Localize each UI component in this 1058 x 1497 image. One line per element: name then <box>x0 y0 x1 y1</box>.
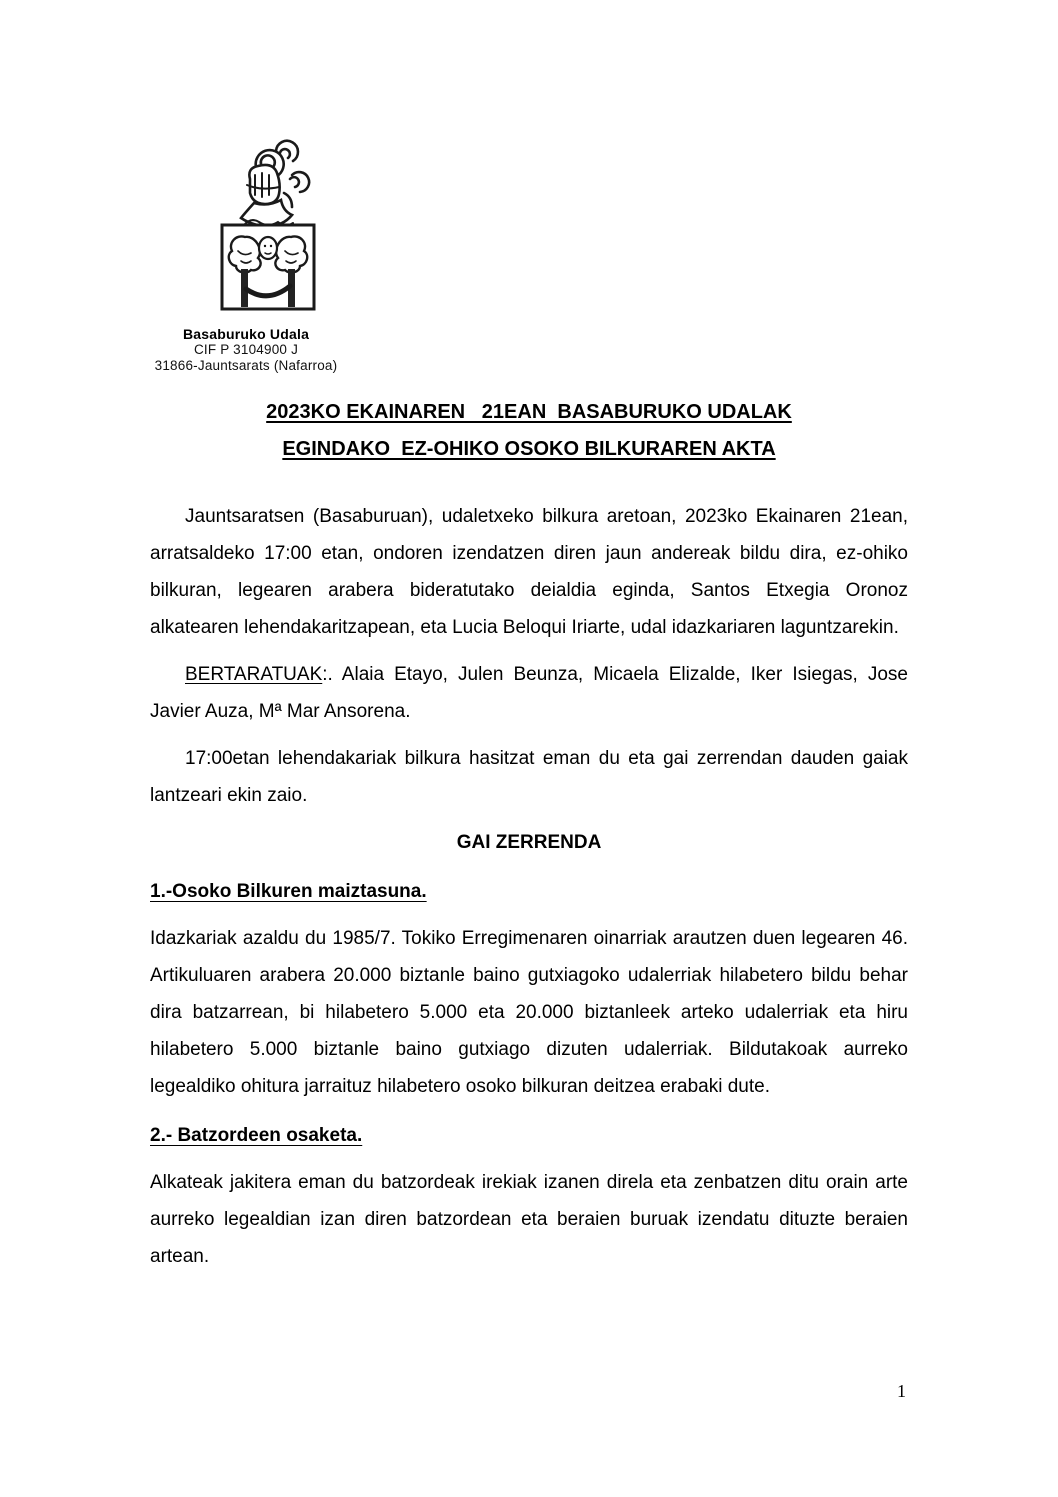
agenda-item-1-body: Idazkariak azaldu du 1985/7. Tokiko Erregimenaren oinarriak arautzen duen legearen 46. Artikuluaren arabera 20.000 biztanle baino gutxiagoko udalerriak hilabetero bildu behar dira batzarrean, bi hilabetero 5.000 eta 20.000 biztanleek arteko udalerriak eta hiru hilabetero 5.000 biztanle baino gutxiago dizuten udalerriak. Bildutakoak aurreko legealdiko ohitura jarraituz hilabetero osoko bilkuran deitzea erabaki dute. <box>150 928 908 1097</box>
org-name: Basaburuko Udala <box>182 326 310 342</box>
attendees-list: :. Alaia Etayo, Julen Beunza, Micaela Elizalde, Iker Isiegas, Jose Javier Auza, Mª Mar Ansorena. <box>150 664 908 722</box>
document-body <box>150 394 908 1275</box>
agenda-item-1-heading: 1.-Osoko Bilkuren maiztasuna. <box>150 881 427 902</box>
page-number: 1 <box>897 1381 906 1401</box>
attendees-paragraph <box>150 656 908 730</box>
session-start-paragraph: 17:00etan lehendakariak bilkura hasitzat eman du eta gai zerrendan dauden gaiak lantzeari ekin zaio. <box>150 748 908 806</box>
attendees-label: BERTARATUAK <box>185 664 323 685</box>
intro-paragraph: Jauntsaratsen (Basaburuan), udaletxeko bilkura aretoan, 2023ko Ekainaren 21ean, arratsaldeko 17:00 etan, ondoren izendatzen diren jaun andereak bildu dira, ez-ohiko bilkuran, legearen arabera bideratutako deialdia eginda, Santos Etxegia Oronoz alkatearen lehendakaritzapean, eta Lucia Beloqui Iriarte, udal idazkariaren laguntzarekin. <box>150 506 908 638</box>
agenda-item-2-heading: 2.- Batzordeen osaketa. <box>150 1125 363 1146</box>
title-line-1: 2023KO EKAINAREN 21EAN BASABURUKO UDALAK <box>266 401 792 423</box>
agenda-item-2-body: Alkateak jakitera eman du batzordeak irekiak izanen direla eta zenbatzen ditu orain arte aurreko legealdian izan diren batzordean eta beraien buruak izendatu dituzte beraien artean. <box>150 1172 908 1267</box>
letterhead <box>146 133 346 374</box>
org-address: 31866-Jauntsarats (Nafarroa) <box>154 358 338 373</box>
document-title <box>150 394 908 468</box>
org-cif: CIF P 3104900 J <box>193 342 299 357</box>
coat-of-arms-icon <box>216 133 320 319</box>
title-line-2: EGINDAKO EZ-OHIKO OSOKO BILKURAREN AKTA <box>282 438 776 460</box>
agenda-heading: GAI ZERRENDA <box>456 832 602 853</box>
